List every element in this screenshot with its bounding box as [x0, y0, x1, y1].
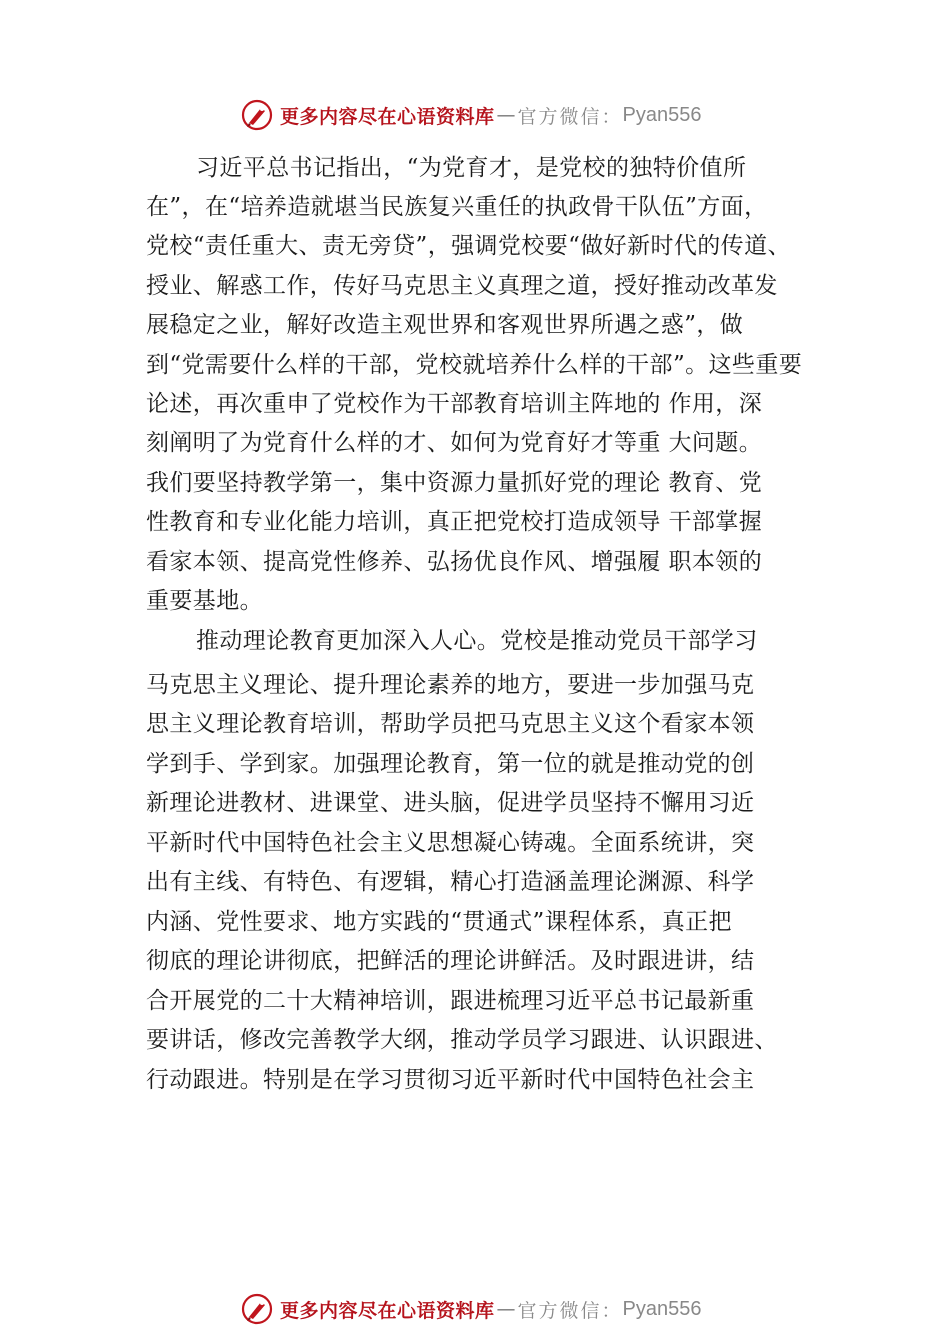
- text-line: 论述，再次重申了党校作为干部教育培训主阵地的 作用，深: [146, 391, 763, 417]
- footer-banner: [240, 1292, 702, 1326]
- banner-dash: —: [496, 1298, 516, 1320]
- text-line: 要讲话，修改完善教学大纲，推动学员学习跟进、认识跟进、: [146, 1027, 778, 1053]
- text-line: 平新时代中国特色社会主义思想凝心铸魂。全面系统讲，突: [146, 830, 755, 856]
- pen-nib-logo-icon: [240, 1292, 274, 1326]
- banner-wechat-label: 官方微信：: [517, 105, 623, 128]
- text-line: 看家本领、提高党性修养、弘扬优良作风、增强履 职本领的: [146, 549, 763, 575]
- text-line: 习近平总书记指出，“为党育才，是党校的独特价值所: [196, 155, 747, 181]
- pen-nib-logo-icon: [240, 98, 274, 132]
- text-line: 在”，在“培养造就堪当民族复兴重任的执政骨干队伍”方面，: [146, 194, 768, 220]
- text-line: 推动理论教育更加深入人心。党校是推动党员干部学习: [196, 628, 758, 654]
- text-line: 性教育和专业化能力培训，真正把党校打造成领导 干部掌握: [146, 509, 763, 535]
- text-line: 展稳定之业，解好改造主观世界和客观世界所遇之惑”，做: [146, 312, 744, 338]
- text-line: 彻底的理论讲彻底，把鲜活的理论讲鲜活。及时跟进讲，结: [146, 948, 755, 974]
- text-line: 内涵、党性要求、地方实践的“贯通式”课程体系，真正把: [146, 909, 732, 935]
- text-line: 党校“责任重大、责无旁贷”，强调党校要“做好新时代的传道、: [146, 233, 791, 259]
- text-line: 学到手、学到家。加强理论教育，第一位的就是推动党的创: [146, 751, 755, 777]
- text-line: 合开展党的二十大精神培训，跟进梳理习近平总书记最新重: [146, 988, 755, 1014]
- text-line: 到“党需要什么样的干部，党校就培养什么样的干部”。这些重要: [146, 352, 803, 378]
- banner-site-name: 更多内容尽在心语资料库: [280, 1299, 495, 1322]
- text-line: 马克思主义理论、提升理论素养的地方，要进一步加强马克: [146, 672, 755, 698]
- text-line: 新理论进教材、进课堂、进头脑，促进学员坚持不懈用习近: [146, 790, 755, 816]
- text-line: 我们要坚持教学第一，集中资源力量抓好党的理论 教育、党: [146, 470, 763, 496]
- text-line: 授业、解惑工作，传好马克思主义真理之道，授好推动改革发: [146, 273, 778, 299]
- text-line: 出有主线、有特色、有逻辑，精心打造涵盖理论渊源、科学: [146, 869, 755, 895]
- banner-wechat-id: Pyan556: [622, 103, 702, 126]
- banner-dash: —: [496, 104, 516, 126]
- text-line: 行动跟进。特别是在学习贯彻习近平新时代中国特色社会主: [146, 1067, 755, 1093]
- banner-wechat-id: Pyan556: [622, 1297, 702, 1320]
- header-banner: [240, 98, 702, 132]
- text-line: 重要基地。: [146, 588, 263, 614]
- text-line: 刻阐明了为党育什么样的才、如何为党育好才等重 大问题。: [146, 430, 763, 456]
- banner-wechat-label: 官方微信：: [517, 1299, 623, 1322]
- text-line: 思主义理论教育培训，帮助学员把马克思主义这个看家本领: [146, 711, 755, 737]
- banner-site-name: 更多内容尽在心语资料库: [280, 105, 495, 128]
